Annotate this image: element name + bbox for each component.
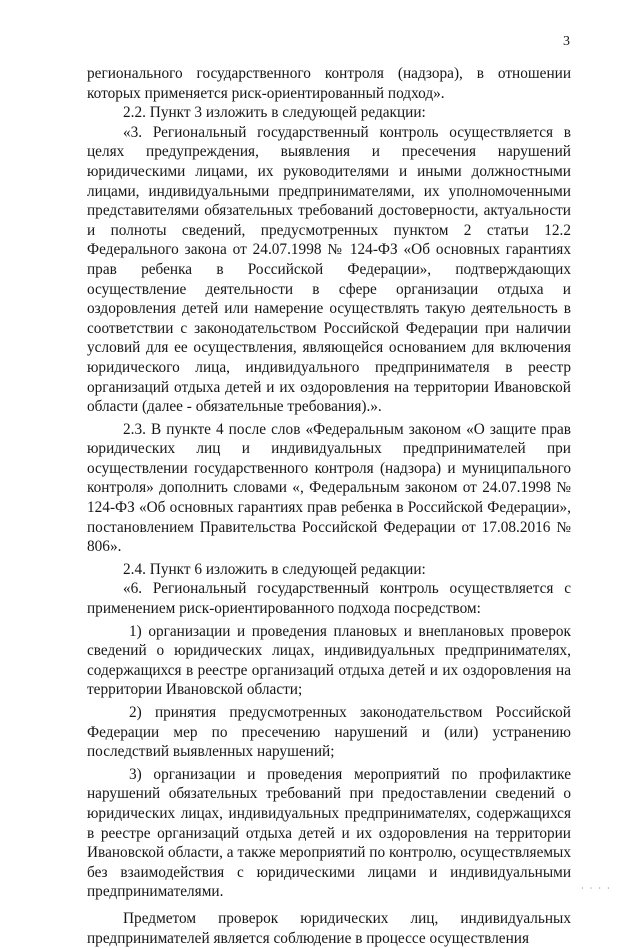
paragraph-item-2-2: 2.2. Пункт 3 изложить в следующей редакции: [123,104,426,122]
list-item-3: 3) организации и проведения мероприятий по профилактике нарушений обязательных требований при предоставлении сведений о юридических лицах, индивидуальных предпринимателях, содержащихся в реестре организаций отдыха детей и их оздоровления на территории Ивановской области, а также мероприятий по контролю, осуществляемых без взаимодействия с юридическими лицами и индивидуальными предпринимателями. [87,765,571,901]
paragraph-continuation: регионального государственного контроля (надзора), в отношении которых применяется риск-ориентированный подход». [87,65,571,102]
paragraph-item-2-4: 2.4. Пункт 6 изложить в следующей редакции: [123,560,426,578]
paragraph-point-6-text: «6. Региональный государственный контроль осуществляется с применением риск-ориентированного подхода посредством: [87,580,571,618]
list-item-2: 2) принятия предусмотренных законодательством Российской Федерации мер по пресечению нарушений и (или) устранению последствий выявленных нарушений; [87,704,571,761]
paragraph-point-3-text: «3. Региональный государственный контроль осуществляется в целях предупреждения, выявления и пресечения нарушений юридическими лицами, их руководителями и иными должностными лицами, индивидуальными предпринимателями, их уполномоченными представителями обязательных требований достоверности, актуальности и полноты сведений, предусмотренных пунктом 2 статьи 12.2 Федерального закона от 24.07.1998 № 124-ФЗ «Об основных гарантиях прав ребенка в Российской Федерации», подтверждающих осуществление деятельности в сфере организации отдыха и оздоровления детей или намерение осуществлять такую деятельность в соответствии с законодательством Российской Федерации при наличии условий для ее осуществления, являющейся основанием для включения юридического лица, индивидуального предпринимателя в реестр организаций отдыха детей и их оздоровления на территории Ивановской области (далее - обязательные требования).». [87,123,571,416]
scan-edge-marks: · · · · [581,884,612,893]
paragraph-subject-of-inspections: Предметом проверок юридических лиц, индивидуальных предпринимателей является соблюдение в процессе осуществления [87,909,571,947]
page-number: 3 [563,34,570,49]
document-body [87,64,571,948]
paragraph-item-2-3: 2.3. В пункте 4 после слов «Федеральным законом «О защите прав юридических лиц и индивидуальных предпринимателей при осуществлении государственного контроля (надзора) и муниципального контроля» дополнить словами «, Федеральным законом от 24.07.1998 № 124-ФЗ «Об основных гарантиях прав ребенка в Российской Федерации», постановлением Правительства Российской Федерации от 17.08.2016 № 806». [87,420,571,556]
list-item-1: 1) организации и проведения плановых и внеплановых проверок сведений о юридических лицах, индивидуальных предпринимателях, содержащихся в реестре организаций отдыха детей и их оздоровления на территории Ивановской области; [87,622,571,699]
